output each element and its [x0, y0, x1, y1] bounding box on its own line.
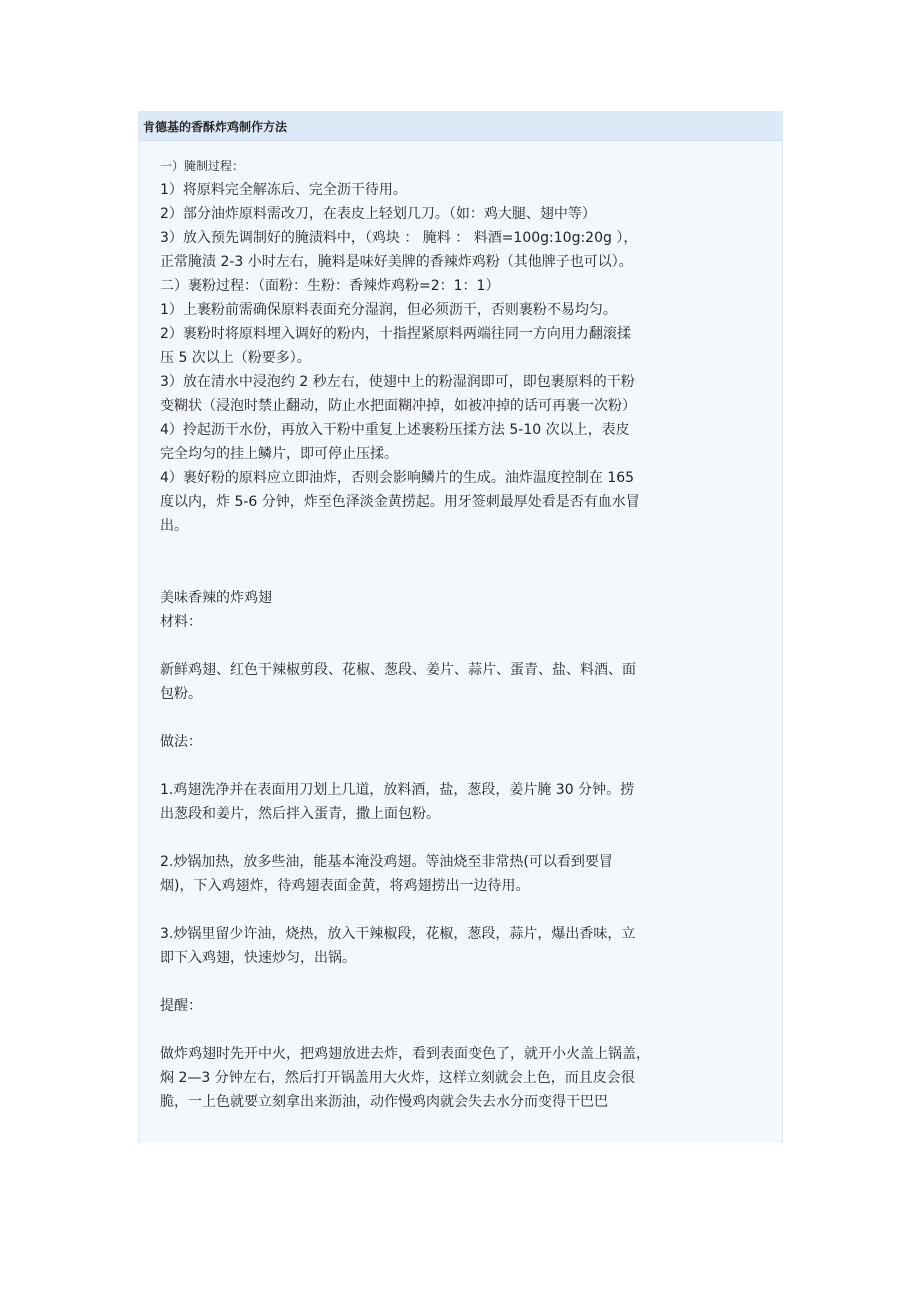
text-line: 1）上裹粉前需确保原料表面充分湿润，但必须沥干，否则裹粉不易均匀。	[160, 302, 617, 318]
spacer	[160, 754, 720, 778]
step-line: 1.鸡翅洗净并在表面用刀划上几道，放料酒，盐，葱段，姜片腌 30 分钟。捞	[160, 782, 635, 798]
tip-line: 焖 2—3 分钟左右，然后打开锅盖用大火炸，这样立刻就会上色，而且皮会很	[160, 1070, 635, 1086]
spacer	[160, 898, 720, 922]
text-line: 4）拎起沥干水份，再放入干粉中重复上述裹粉压揉方法 5-10 次以上，表皮	[160, 422, 630, 438]
article-title: 肯德基的香酥炸鸡制作方法	[139, 111, 782, 141]
text-line: 出。	[160, 518, 188, 534]
spacer	[160, 634, 720, 658]
text-line: 2）裹粉时将原料埋入调好的粉内，十指捏紧原料两端往同一方向用力翻滚揉	[160, 326, 631, 342]
step-line: 烟)，下入鸡翅炸，待鸡翅表面金黄，将鸡翅捞出一边待用。	[160, 878, 530, 894]
section-heading-coating: 二）裹粉过程：（面粉：生粉：香辣炸鸡粉=2：1：1）	[160, 278, 500, 294]
text-line: 3）放入预先调制好的腌渍料中，（鸡块 ： 腌料 ： 料酒=100g:10g:20g ），	[160, 230, 638, 246]
step-line: 出葱段和姜片，然后拌入蛋青，撒上面包粉。	[160, 806, 440, 822]
text-line: 2）部分油炸原料需改刀，在表皮上轻划几刀。（如：鸡大腿、翅中等）	[160, 206, 596, 222]
step-line: 即下入鸡翅，快速炒匀，出锅。	[160, 950, 356, 966]
text-line: 1）将原料完全解冻后、完全沥干待用。	[160, 182, 407, 198]
recipe-title: 美味香辣的炸鸡翅	[160, 590, 272, 606]
text-line: 4）裹好粉的原料应立即油炸，否则会影响鳞片的生成。油炸温度控制在 165	[160, 470, 635, 486]
spacer	[160, 826, 720, 850]
materials-line: 包粉。	[160, 686, 202, 702]
text-line: 压 5 次以上（粉要多）。	[160, 350, 311, 366]
article-body	[160, 154, 720, 1114]
materials-line: 新鲜鸡翅、红色干辣椒剪段、花椒、葱段、姜片、蒜片、蛋青、盐、料酒、面	[160, 662, 636, 678]
tip-label: 提醒：	[160, 998, 202, 1014]
article-panel	[138, 111, 783, 1143]
text-line: 正常腌渍 2-3 小时左右，腌料是味好美牌的香辣炸鸡粉（其他牌子也可以）。	[160, 254, 633, 270]
spacer	[160, 970, 720, 994]
spacer	[160, 1018, 720, 1042]
step-line: 2.炒锅加热，放多些油，能基本淹没鸡翅。等油烧至非常热(可以看到要冒	[160, 854, 613, 870]
method-label: 做法：	[160, 734, 202, 750]
text-line: 3）放在清水中浸泡约 2 秒左右，使翅中上的粉湿润即可，即包裹原料的干粉	[160, 374, 635, 390]
text-line: 完全均匀的挂上鳞片，即可停止压揉。	[160, 446, 398, 462]
tip-line: 脆，一上色就要立刻拿出来沥油，动作慢鸡肉就会失去水分而变得干巴巴	[160, 1094, 608, 1110]
text-line: 变糊状（浸泡时禁止翻动，防止水把面糊冲掉，如被冲掉的话可再裹一次粉）	[160, 398, 636, 414]
materials-label: 材料：	[160, 614, 202, 630]
spacer	[160, 706, 720, 730]
tip-line: 做炸鸡翅时先开中火，把鸡翅放进去炸，看到表面变色了，就开小火盖上锅盖，	[160, 1046, 650, 1062]
step-line: 3.炒锅里留少许油，烧热，放入干辣椒段，花椒，葱段，蒜片，爆出香味，立	[160, 926, 636, 942]
text-line: 度以内，炸 5-6 分钟，炸至色泽淡金黄捞起。用牙签刺最厚处看是否有血水冒	[160, 494, 640, 510]
section-heading-marinate: 一）腌制过程：	[160, 159, 245, 173]
spacer	[160, 538, 720, 586]
